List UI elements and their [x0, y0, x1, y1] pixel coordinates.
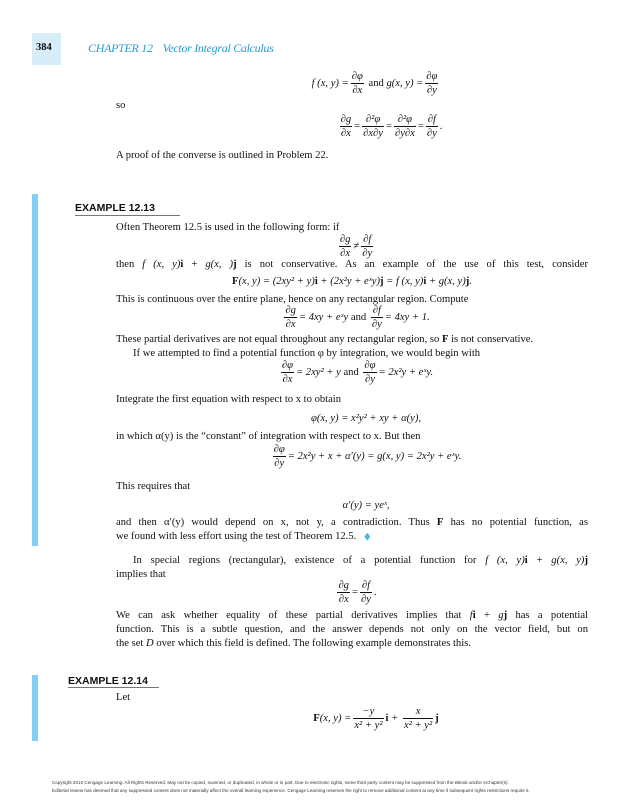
denominator: ∂x∂y	[363, 128, 383, 139]
text: is not conservative.	[448, 334, 534, 345]
denominator: ∂y	[426, 128, 437, 139]
math-bold: i	[472, 610, 476, 621]
numerator: ∂f	[361, 580, 371, 591]
eq-text: .	[373, 586, 377, 598]
fraction	[340, 114, 353, 139]
example-sidebar-bar	[32, 675, 38, 741]
equation-not-equal	[120, 234, 592, 259]
math: + g(x, y)	[426, 276, 466, 287]
copyright-line: Editorial review has deemed that any suppressed content does not materially affect the overall learning experience. Cengage Learning reserves the right to remove additional content at any time if subsequent rights restrictions require it.	[52, 788, 530, 793]
fraction	[403, 706, 433, 731]
math: g	[498, 610, 504, 621]
numerator: ∂²φ	[394, 114, 416, 127]
numerator: ∂φ	[364, 360, 376, 371]
equation-phi-partials	[120, 360, 592, 385]
eq-sign: =	[385, 120, 392, 132]
denominator: ∂y∂x	[394, 128, 415, 139]
example-heading: EXAMPLE 12.14	[68, 675, 148, 687]
text: These partial derivatives are not equal throughout any rectangular region, so	[116, 334, 442, 345]
end-of-example-diamond-icon	[364, 533, 370, 541]
denominator: ∂y	[365, 374, 375, 385]
denominator: ∂x	[282, 374, 293, 385]
math-bold: j	[503, 610, 508, 621]
example-heading: EXAMPLE 12.13	[75, 202, 155, 214]
denominator: ∂x	[352, 85, 363, 96]
equation-vector-field-2	[140, 706, 612, 731]
numerator: −y	[353, 706, 383, 719]
numerator: ∂f	[363, 234, 372, 245]
text: In special regions (rectangular), existence of a potential function for	[133, 555, 486, 566]
eq-text: g(x, y) =	[386, 77, 424, 89]
text: we found with less effort using the test of Theorem 12.5.	[116, 531, 357, 542]
equation-phi: φ(x, y) = x²y² + xy + α(y),	[310, 413, 422, 424]
numerator: ∂f	[372, 305, 381, 316]
text: and	[340, 366, 362, 378]
math: = f (x, y)	[383, 276, 424, 287]
numerator: ∂φ	[281, 360, 293, 371]
denominator: ∂y	[371, 319, 382, 330]
eq-text: and	[365, 77, 387, 89]
paragraph-line	[116, 531, 588, 542]
paragraph-line: in which α(y) is the “constant” of integration with respect to x. But then	[116, 431, 421, 442]
denominator: ∂x	[340, 248, 351, 259]
math-bold: F	[232, 276, 239, 287]
numerator: ∂f	[427, 114, 436, 125]
eq-sign: =	[354, 120, 361, 132]
denominator: ∂y	[362, 248, 373, 259]
math: f	[469, 610, 473, 621]
paragraph-line: This requires that	[116, 481, 191, 492]
paragraph-line: Let	[116, 692, 131, 703]
math-bold: i	[385, 712, 389, 724]
numerator: ∂g	[340, 114, 352, 125]
fraction	[351, 71, 364, 96]
math-bold: j	[233, 259, 237, 270]
text: has a potential	[507, 610, 588, 621]
page-number: 384	[36, 42, 52, 53]
text: and then α′(y) would depend on x, not y, a contradiction. Thus	[116, 517, 437, 528]
paragraph-line	[116, 610, 588, 621]
math: (x, y) =	[319, 712, 352, 724]
denominator: x² + y²	[403, 720, 433, 731]
math: .	[469, 276, 472, 287]
numerator: x	[403, 706, 433, 719]
paragraph-line	[116, 517, 588, 528]
numerator: ∂²φ	[362, 114, 384, 127]
eq-sign: =	[417, 120, 424, 132]
text: over which this field is defined. The following example demonstrates this.	[153, 638, 471, 649]
text: and	[348, 311, 369, 323]
paragraph-line	[133, 555, 588, 566]
numerator: ∂φ	[273, 444, 285, 455]
math-bold: j	[465, 276, 470, 287]
numerator: ∂g	[339, 234, 351, 245]
numerator: ∂φ	[426, 71, 438, 82]
text: +	[183, 259, 206, 270]
denominator: ∂x	[285, 319, 296, 330]
eq-sign: ≠	[353, 240, 360, 252]
math: f (x, y)	[142, 259, 181, 270]
equation-alpha: α′(y) = yeˣ,	[342, 500, 390, 511]
text: then	[116, 259, 143, 270]
denominator: ∂x	[338, 594, 349, 605]
example-sidebar-bar	[32, 194, 38, 546]
fraction	[360, 580, 372, 605]
numerator: ∂g	[338, 580, 349, 591]
chapter-number: CHAPTER 12	[88, 41, 153, 55]
eq-text: .	[439, 120, 443, 132]
fraction	[353, 706, 383, 731]
fraction	[284, 305, 297, 330]
math: g(x, )	[205, 259, 234, 270]
fraction	[339, 234, 352, 259]
text-so: so	[116, 100, 126, 111]
math: = 4xy + 1.	[384, 311, 430, 323]
math-bold: F	[436, 517, 444, 528]
paragraph-line: Often Theorem 12.5 is used in the following form: if	[116, 222, 340, 233]
fraction	[394, 114, 416, 139]
fraction	[425, 71, 438, 96]
paragraph-line: Integrate the first equation with respect to x to obtain	[116, 394, 342, 405]
math: = 2x²y + eˣy.	[378, 366, 434, 378]
equation-vector-field	[116, 276, 588, 287]
denominator: x² + y²	[354, 720, 383, 731]
math-bold: i	[180, 259, 184, 270]
equation-partials-compute	[120, 305, 592, 330]
example-heading-rule	[75, 215, 180, 216]
text: We can ask whether equality of these partial derivatives implies that	[116, 610, 470, 621]
text: +	[527, 555, 552, 566]
math: D	[146, 638, 154, 649]
fraction	[363, 360, 376, 385]
denominator: ∂x	[340, 128, 351, 139]
math-bold: i	[524, 555, 528, 566]
math: +	[388, 712, 401, 724]
fraction	[273, 444, 286, 469]
paragraph-line: function. This is a subtle question, and the answer depends not only on the vector field, but on	[116, 624, 588, 635]
numerator: ∂g	[285, 305, 296, 316]
text: is not conservative. As an example of the use of this test, consider	[236, 259, 588, 270]
math-bold: i	[423, 276, 427, 287]
denominator: ∂y	[426, 85, 437, 96]
math-bold: F	[313, 712, 320, 724]
paragraph-line: This is continuous over the entire plane, hence on any rectangular region. Compute	[116, 294, 469, 305]
denominator: ∂y	[360, 594, 371, 605]
equation-mixed-partials	[154, 114, 622, 139]
text-proof-converse: A proof of the converse is outlined in Problem 22.	[116, 150, 329, 161]
equation-phi-y	[130, 444, 602, 469]
copyright-line: Copyright 2010 Cengage Learning. All Rights Reserved. May not be copied, scanned, or duplicated, in whole or in part. Due to electronic rights, some third party content may be suppressed from the eBook and/or eChapter(s).	[52, 780, 509, 785]
fraction	[337, 580, 350, 605]
fraction	[281, 360, 294, 385]
equation-f-g-partials	[140, 71, 612, 96]
math: = 2xy² + y	[296, 366, 341, 378]
math: (x, y) = (2xy² + y)	[238, 276, 315, 287]
fraction	[362, 114, 384, 139]
math-bold: j	[435, 712, 439, 724]
paragraph-line	[116, 259, 588, 270]
math: = 4xy + eˣy	[298, 311, 349, 323]
paragraph-line	[116, 638, 588, 649]
text: the set	[116, 638, 147, 649]
fraction	[371, 305, 383, 330]
math-bold: j	[584, 555, 588, 566]
math: g(x, y)	[551, 555, 585, 566]
math: = 2x²y + x + α′(y) = g(x, y) = 2x²y + eˣy.	[287, 450, 462, 462]
math: f (x, y)	[485, 555, 525, 566]
math-bold: i	[314, 276, 318, 287]
equation-equal-partials	[120, 580, 592, 605]
text: +	[475, 610, 499, 621]
chapter-title: Vector Integral Calculus	[162, 41, 274, 55]
text: has no potential function, as	[443, 517, 588, 528]
paragraph-line: implies that	[116, 569, 166, 580]
math-bold: j	[379, 276, 384, 287]
fraction	[426, 114, 438, 139]
numerator: ∂φ	[351, 71, 363, 82]
math: + (2x²y + eˣy)	[317, 276, 380, 287]
running-header	[88, 41, 283, 56]
eq-text: f (x, y) =	[311, 77, 349, 89]
example-heading-rule	[68, 687, 159, 688]
eq-sign: =	[351, 586, 358, 598]
denominator: ∂y	[274, 458, 285, 469]
paragraph-line: If we attempted to find a potential function φ by integration, we would begin with	[133, 348, 481, 359]
fraction	[361, 234, 373, 259]
math-bold: F	[441, 334, 449, 345]
paragraph-line	[116, 334, 588, 345]
